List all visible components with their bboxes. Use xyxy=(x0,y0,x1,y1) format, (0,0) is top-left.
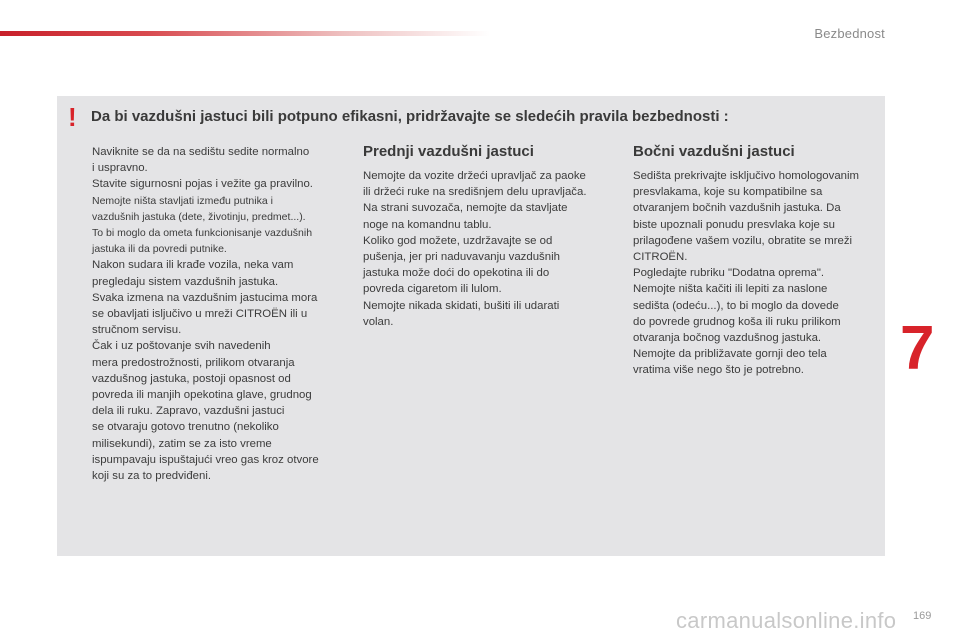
notice-heading: Da bi vazdušni jastuci bili potpuno efikasni, pridržavajte se sledećih pravila bezbednosti : xyxy=(91,108,729,125)
text-line: CITROËN. xyxy=(633,251,688,264)
text-line: Na strani suvozača, nemojte da stavljate xyxy=(363,202,568,215)
text-line: pušenja, jer pri naduvavanju vazdušnih xyxy=(363,251,560,264)
text-line: Nemojte da vozite držeći upravljač za paoke xyxy=(363,170,586,182)
general-rules-text xyxy=(92,144,354,484)
text-line: milisekundi), zatim se za isto vreme xyxy=(92,437,272,450)
text-line: prilagođene vašem vozilu, obratite se mreži xyxy=(633,234,853,247)
text-line: sedišta (odeću...), to bi moglo da dovede xyxy=(633,299,839,312)
text-line: noge na komandnu tablu. xyxy=(363,218,492,231)
text-line: Pogledajte rubriku "Dodatna oprema". xyxy=(633,267,825,280)
text-line: Koliko god možete, uzdržavajte se od xyxy=(363,234,553,247)
text-line: Sedišta prekrivajte isključivo homologovanim xyxy=(633,170,860,182)
text-line: Nemojte ništa kačiti ili lepiti za naslone xyxy=(633,283,828,296)
text-line: Nemojte ništa stavljati između putnika i xyxy=(92,194,273,207)
text-line: volan. xyxy=(363,315,394,328)
text-line: presvlakama, koje su kompatibilne sa xyxy=(633,186,823,199)
text-line: i uspravno. xyxy=(92,162,148,175)
text-line: To bi moglo da ometa funkcionisanje vazdušnih xyxy=(92,227,313,240)
text-line: ili držeći ruke na središnjem delu upravljača. xyxy=(363,186,587,199)
front-airbags-heading: Prednji vazdušni jastuci xyxy=(363,143,534,160)
text-line: Čak i uz poštovanje svih navedenih xyxy=(92,340,271,353)
text-line: otvaranja bočnog vazdušnog jastuka. xyxy=(633,332,822,345)
text-line: Nemojte da približavate gornji deo tela xyxy=(633,348,827,361)
text-line: povreda cigaretom ili lulom. xyxy=(363,283,502,296)
text-line: vazdušnih jastuka (dete, životinju, predmet...). xyxy=(92,210,306,223)
text-line: mera predostrožnosti, prilikom otvaranja xyxy=(92,356,295,369)
text-line: otvaranjem bočnih vazdušnih jastuka. Da xyxy=(633,202,841,215)
watermark: carmanualsonline.info xyxy=(676,608,897,633)
text-line: Stavite sigurnosni pojas i vežite ga pravilno. xyxy=(92,178,313,191)
section-title: Bezbednost xyxy=(814,26,885,41)
text-line: do povrede grudnog koša ili ruku prilikom xyxy=(633,315,841,328)
side-airbags-column xyxy=(633,143,883,379)
text-line: jastuka može doći do opekotina ili do xyxy=(363,267,550,280)
text-line: koji su za to predviđeni. xyxy=(92,470,212,483)
page-number: 169 xyxy=(913,610,932,622)
text-line: pregledaju sistem vazdušnih jastuka. xyxy=(92,275,279,288)
exclamation-icon: ! xyxy=(68,102,77,132)
side-airbags-text xyxy=(633,168,883,379)
text-line: Naviknite se da na sedištu sedite normalno xyxy=(92,146,310,158)
text-line: se otvaraju gotovo trenutno (nekoliko xyxy=(92,421,279,434)
text-line: stručnom servisu. xyxy=(92,324,182,337)
text-line: vazdušnog jastuka, postoji opasnost od xyxy=(92,372,291,385)
general-rules-column xyxy=(92,144,354,484)
text-line: Svaka izmena na vazdušnim jastucima mora xyxy=(92,291,318,304)
header-accent-bar xyxy=(0,31,490,36)
text-line: Nemojte nikada skidati, bušiti ili udarati xyxy=(363,299,560,312)
front-airbags-column xyxy=(363,143,618,330)
front-airbags-text xyxy=(363,168,618,330)
text-line: jastuka ili da povredi putnike. xyxy=(92,243,227,256)
chapter-number: 7 xyxy=(900,314,935,383)
text-line: dela ili ruku. Zapravo, vazdušni jastuci xyxy=(92,405,285,418)
text-line: ispumpavaju ispuštajući vreo gas kroz otvore xyxy=(92,453,319,466)
text-line: se obavljati isljučivo u mreži CITROËN ili u xyxy=(92,308,308,321)
side-airbags-heading: Bočni vazdušni jastuci xyxy=(633,143,795,160)
text-line: Nakon sudara ili krađe vozila, neka vam xyxy=(92,259,294,272)
text-line: vratima više nego što je potrebno. xyxy=(633,364,804,377)
text-line: biste upoznali ponudu presvlaka koje su xyxy=(633,218,836,231)
text-line: povreda ili manjih opekotina glave, grudnog xyxy=(92,389,312,402)
